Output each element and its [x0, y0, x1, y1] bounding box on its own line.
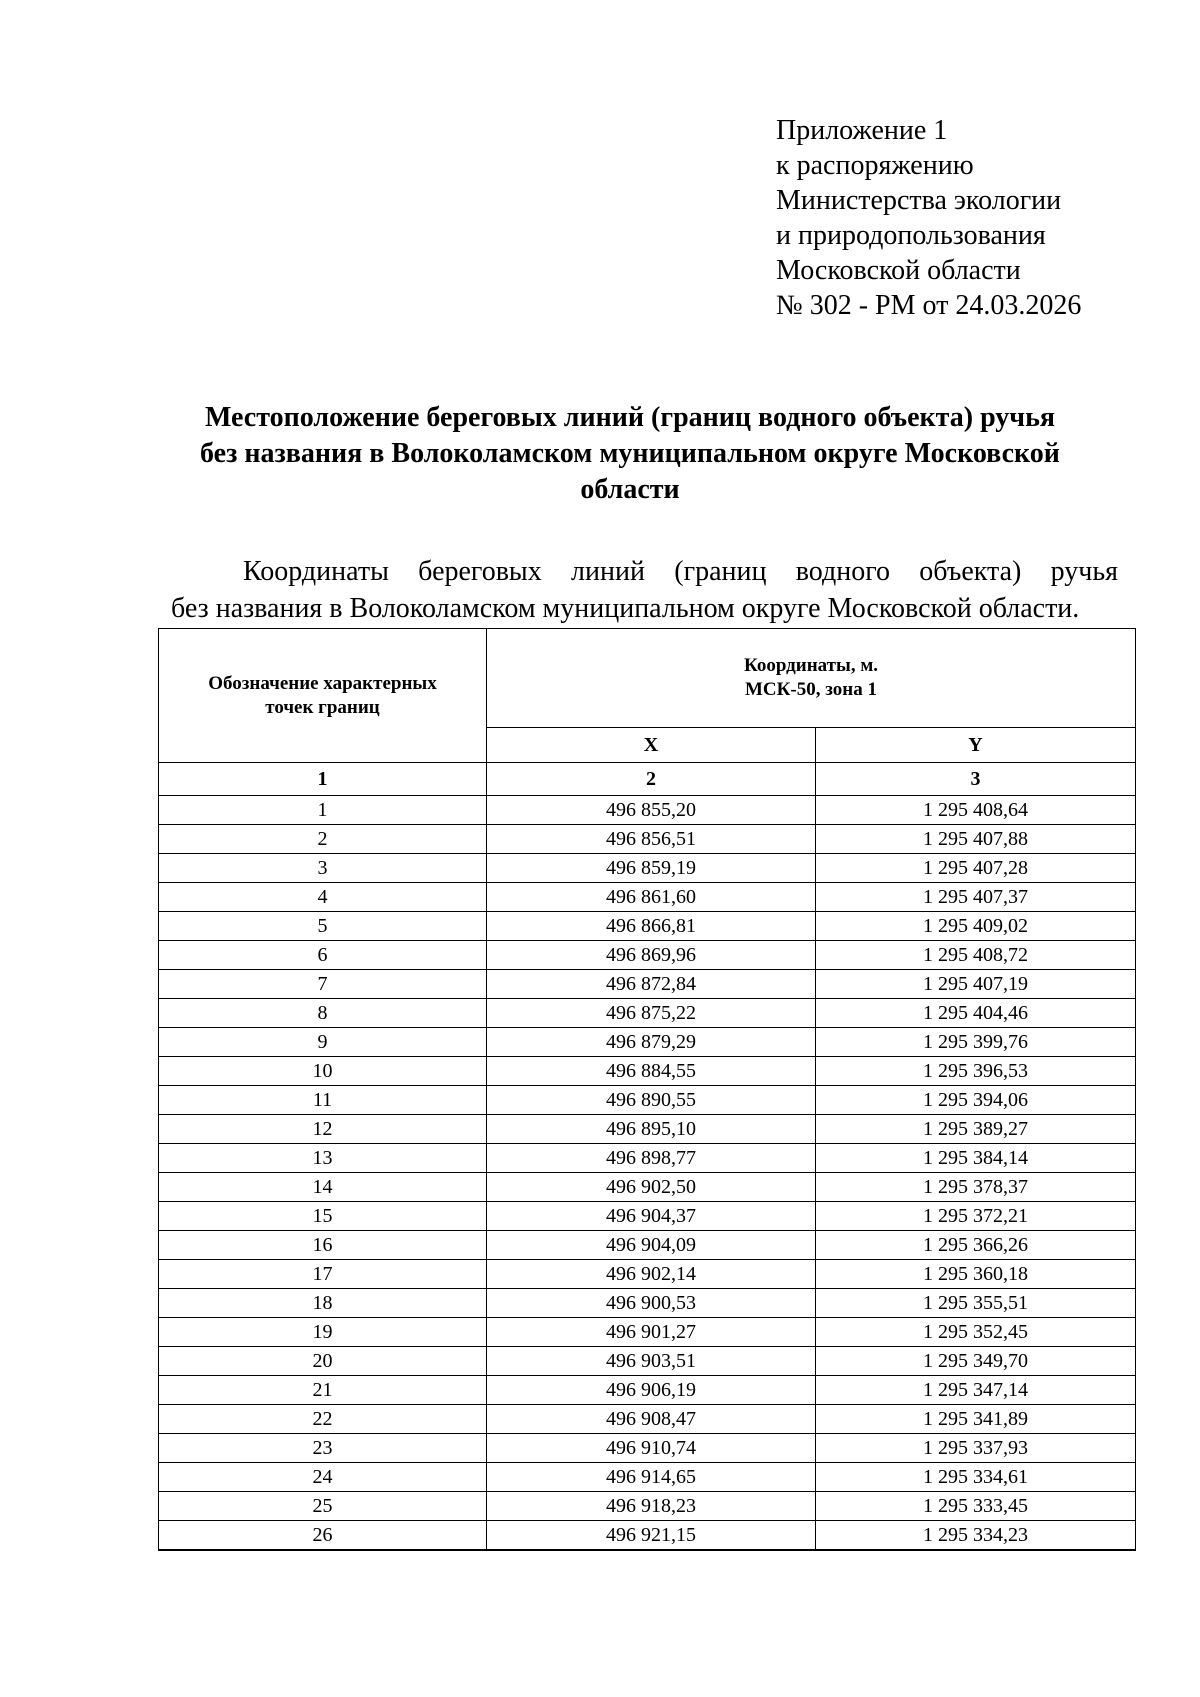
table-row [159, 1086, 1136, 1115]
point-number: 3 [159, 854, 487, 883]
attachment-line: № 302 - РМ от 24.03.2026 [776, 290, 1082, 321]
coord-x: 496 869,96 [487, 941, 816, 970]
point-number: 17 [159, 1260, 487, 1289]
table-row [159, 796, 1136, 825]
point-number: 11 [159, 1086, 487, 1115]
header-coords-system: МСК-50, зона 1 [745, 679, 877, 700]
col-number: 2 [487, 763, 816, 796]
table-row [159, 883, 1136, 912]
table-row [159, 1202, 1136, 1231]
table-row [159, 1028, 1136, 1057]
point-number: 8 [159, 999, 487, 1028]
coord-y: 1 295 394,06 [816, 1086, 1136, 1115]
title-line: без названия в Волоколамском муниципальном округе Московской [200, 438, 1060, 469]
point-number: 26 [159, 1521, 487, 1551]
point-number: 13 [159, 1144, 487, 1173]
table-row [159, 1289, 1136, 1318]
header-coords-line: Координаты, м. [743, 655, 879, 676]
coord-x: 496 902,14 [487, 1260, 816, 1289]
coord-x: 496 872,84 [487, 970, 816, 999]
table-row [159, 1405, 1136, 1434]
table-row [159, 1144, 1136, 1173]
attachment-line: Приложение 1 [776, 115, 948, 146]
coord-y: 1 295 408,64 [816, 796, 1136, 825]
table-row [159, 1463, 1136, 1492]
header-points [159, 629, 487, 763]
table-row [159, 912, 1136, 941]
coordinates-table [158, 628, 1136, 1551]
point-number: 23 [159, 1434, 487, 1463]
point-number: 22 [159, 1405, 487, 1434]
header-points-text: Обозначение характерных точек границ [208, 672, 437, 718]
coord-y: 1 295 407,88 [816, 825, 1136, 854]
coord-x: 496 856,51 [487, 825, 816, 854]
coord-y: 1 295 407,37 [816, 883, 1136, 912]
table-row [159, 970, 1136, 999]
point-number: 2 [159, 825, 487, 854]
coord-y: 1 295 341,89 [816, 1405, 1136, 1434]
coord-x: 496 895,10 [487, 1115, 816, 1144]
coord-y: 1 295 372,21 [816, 1202, 1136, 1231]
coord-x: 496 855,20 [487, 796, 816, 825]
coord-y: 1 295 360,18 [816, 1260, 1136, 1289]
point-number: 12 [159, 1115, 487, 1144]
coord-x: 496 903,51 [487, 1347, 816, 1376]
coord-y: 1 295 334,61 [816, 1463, 1136, 1492]
attachment-line: Московской области [776, 255, 1021, 286]
coord-x: 496 914,65 [487, 1463, 816, 1492]
coord-x: 496 861,60 [487, 883, 816, 912]
coord-x: 496 859,19 [487, 854, 816, 883]
table-row [159, 999, 1136, 1028]
coord-y: 1 295 347,14 [816, 1376, 1136, 1405]
coord-x: 496 910,74 [487, 1434, 816, 1463]
coord-x: 496 884,55 [487, 1057, 816, 1086]
header-x: X [487, 728, 816, 763]
point-number: 20 [159, 1347, 487, 1376]
attachment-note [776, 113, 1081, 323]
table-row [159, 854, 1136, 883]
coord-x: 496 898,77 [487, 1144, 816, 1173]
coord-y: 1 295 334,23 [816, 1521, 1136, 1551]
coord-x: 496 918,23 [487, 1492, 816, 1521]
point-number: 6 [159, 941, 487, 970]
point-number: 18 [159, 1289, 487, 1318]
coord-y: 1 295 409,02 [816, 912, 1136, 941]
attachment-line: Министерства экологии [776, 185, 1062, 216]
table-row [159, 1492, 1136, 1521]
coord-x: 496 879,29 [487, 1028, 816, 1057]
coord-y: 1 295 352,45 [816, 1318, 1136, 1347]
coord-y: 1 295 396,53 [816, 1057, 1136, 1086]
table-row [159, 1115, 1136, 1144]
header-y: Y [816, 728, 1136, 763]
title-line: Местоположение береговых линий (границ водного объекта) ручья [204, 402, 1056, 433]
point-number: 7 [159, 970, 487, 999]
header-coords [487, 629, 1136, 728]
coord-y: 1 295 407,19 [816, 970, 1136, 999]
table-row [159, 1347, 1136, 1376]
coord-y: 1 295 407,28 [816, 854, 1136, 883]
coord-y: 1 295 337,93 [816, 1434, 1136, 1463]
coord-y: 1 295 408,72 [816, 941, 1136, 970]
point-number: 9 [159, 1028, 487, 1057]
coord-x: 496 901,27 [487, 1318, 816, 1347]
coord-y: 1 295 366,26 [816, 1231, 1136, 1260]
coord-y: 1 295 404,46 [816, 999, 1136, 1028]
coord-y: 1 295 384,14 [816, 1144, 1136, 1173]
coord-x: 496 902,50 [487, 1173, 816, 1202]
table-row [159, 941, 1136, 970]
point-number: 1 [159, 796, 487, 825]
coord-x: 496 908,47 [487, 1405, 816, 1434]
point-number: 15 [159, 1202, 487, 1231]
coord-y: 1 295 349,70 [816, 1347, 1136, 1376]
point-number: 14 [159, 1173, 487, 1202]
col-number: 3 [816, 763, 1136, 796]
coord-x: 496 866,81 [487, 912, 816, 941]
coord-x: 496 890,55 [487, 1086, 816, 1115]
coord-y: 1 295 399,76 [816, 1028, 1136, 1057]
table-row [159, 1434, 1136, 1463]
table-row [159, 1521, 1136, 1551]
attachment-line: к распоряжению [776, 150, 974, 181]
table-row [159, 1260, 1136, 1289]
intro-line: без названия в Волоколамском муниципальном округе Московской области. [171, 593, 1080, 624]
point-number: 16 [159, 1231, 487, 1260]
coord-x: 496 875,22 [487, 999, 816, 1028]
point-number: 5 [159, 912, 487, 941]
table-row [159, 1231, 1136, 1260]
coord-y: 1 295 333,45 [816, 1492, 1136, 1521]
table-row [159, 1057, 1136, 1086]
point-number: 10 [159, 1057, 487, 1086]
coord-x: 496 904,09 [487, 1231, 816, 1260]
coord-y: 1 295 389,27 [816, 1115, 1136, 1144]
coord-y: 1 295 378,37 [816, 1173, 1136, 1202]
title-line: области [580, 474, 680, 505]
point-number: 19 [159, 1318, 487, 1347]
table-row [159, 1173, 1136, 1202]
point-number: 25 [159, 1492, 487, 1521]
table-row [159, 1376, 1136, 1405]
intro-line: Координаты береговых линий (границ водного объекта) ручья [243, 556, 1118, 587]
attachment-line: и природопользования [776, 220, 1046, 251]
point-number: 24 [159, 1463, 487, 1492]
col-number: 1 [159, 763, 487, 796]
coord-x: 496 921,15 [487, 1521, 816, 1551]
point-number: 21 [159, 1376, 487, 1405]
table-body [159, 796, 1136, 1551]
table-row [159, 825, 1136, 854]
document-title [160, 400, 1100, 508]
coord-y: 1 295 355,51 [816, 1289, 1136, 1318]
table-row [159, 1318, 1136, 1347]
coord-x: 496 904,37 [487, 1202, 816, 1231]
intro-paragraph [171, 553, 1118, 627]
point-number: 4 [159, 883, 487, 912]
coord-x: 496 906,19 [487, 1376, 816, 1405]
coord-x: 496 900,53 [487, 1289, 816, 1318]
